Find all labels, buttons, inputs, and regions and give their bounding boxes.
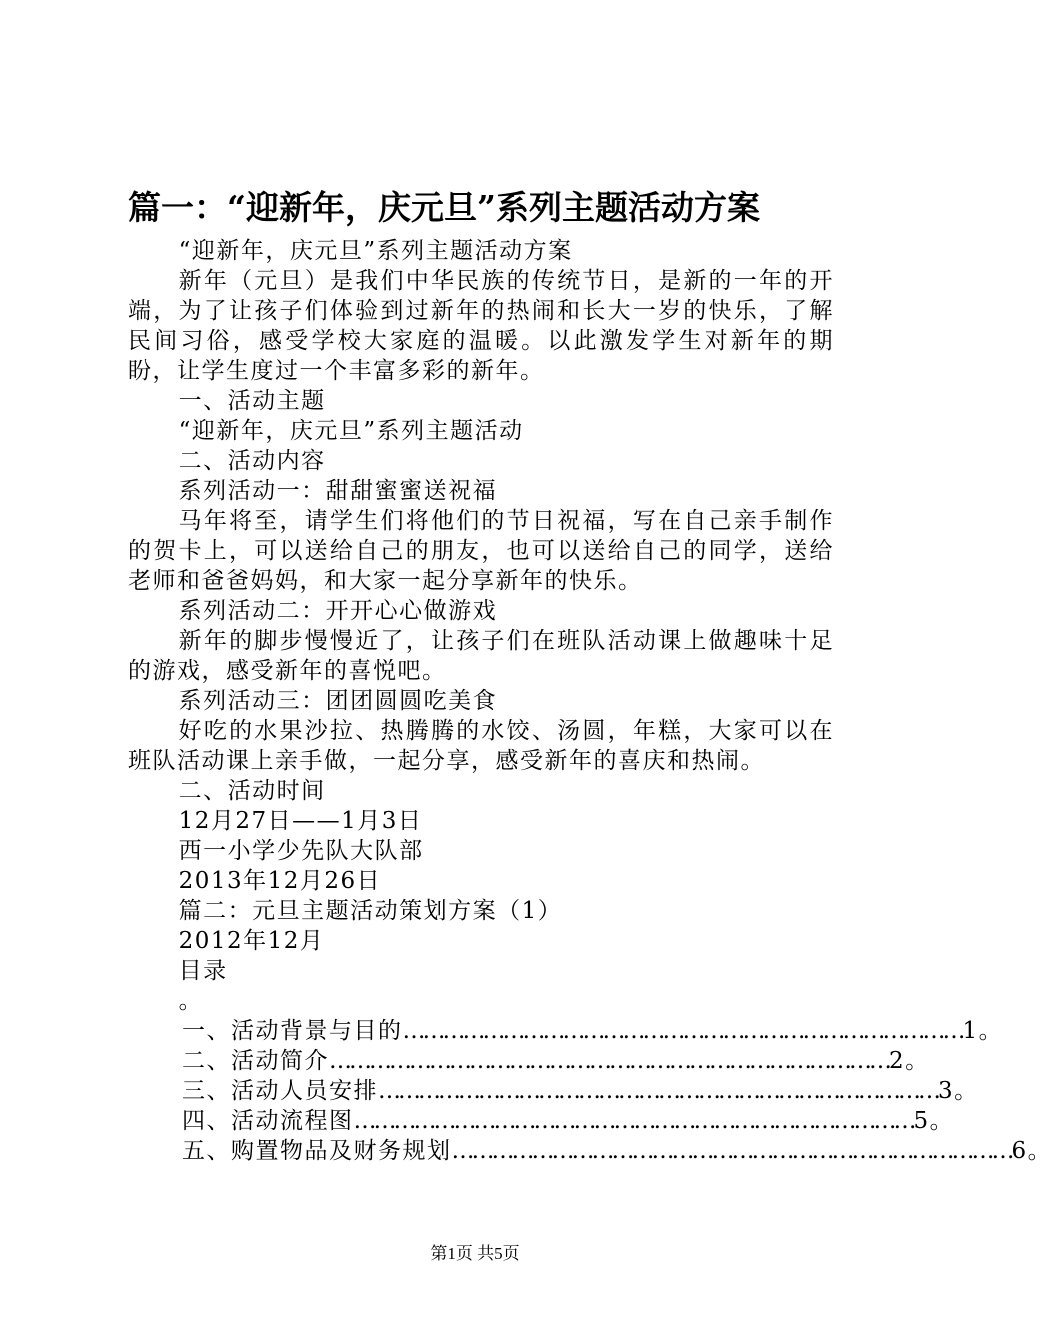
document-date: 2012年12月 xyxy=(178,928,325,954)
toc-heading: 目录 xyxy=(178,958,228,984)
paragraph: 马年将至，请学生们将他们的节日祝福，写在自己亲手制作的贺卡上，可以送给自己的朋友，也可以送给自己的同学，送给老师和爸爸妈妈，和大家一起分享新年的快乐。 xyxy=(128,508,834,594)
toc-entry-page: 1。 xyxy=(962,1018,1004,1044)
toc-leader: ………………………………………………………………………… xyxy=(329,1048,889,1074)
table-of-contents xyxy=(128,1016,1052,1166)
toc-leader: ………………………………………………………………………… xyxy=(378,1078,938,1104)
toc-entry-label: 三、活动人员安排 xyxy=(182,1078,378,1104)
toc-entry xyxy=(182,1046,930,1076)
toc-leader: ………………………………………………………………………… xyxy=(353,1108,914,1134)
section-heading: 二、活动时间 xyxy=(178,778,326,804)
toc-leader: ………………………………………………………………………… xyxy=(402,1018,963,1044)
document-date: 2013年12月26日 xyxy=(178,868,382,894)
toc-entry-label: 一、活动背景与目的 xyxy=(182,1018,403,1044)
paragraph: 好吃的水果沙拉、热腾腾的水饺、汤圆，年糕，大家可以在班队活动课上亲手做，一起分享，感受新年的喜庆和热闹。 xyxy=(128,718,834,774)
toc-entry-label: 二、活动简介 xyxy=(182,1048,329,1074)
paragraph: “迎新年，庆元旦”系列主题活动方案 xyxy=(178,238,573,264)
toc-leader: ………………………………………………………………………… xyxy=(451,1138,1012,1164)
document-body xyxy=(128,236,1052,1166)
date-range: 12月27日——1月3日 xyxy=(178,808,423,834)
paragraph: 。 xyxy=(178,988,204,1014)
section-heading: 一、活动主题 xyxy=(178,388,326,414)
toc-entry-label: 五、购置物品及财务规划 xyxy=(182,1138,452,1164)
part-heading: 篇二：元旦主题活动策划方案（1） xyxy=(178,898,563,924)
toc-entry-label: 四、活动流程图 xyxy=(182,1108,354,1134)
toc-entry-page: 6。 xyxy=(1011,1138,1052,1164)
section-heading: 二、活动内容 xyxy=(178,448,326,474)
subsection-heading: 系列活动三：团团圆圆吃美食 xyxy=(178,688,498,714)
paragraph: 新年（元旦）是我们中华民族的传统节日，是新的一年的开端，为了让孩子们体验到过新年的热闹和长大一岁的快乐，了解民间习俗，感受学校大家庭的温暖。以此激发学生对新年的期盼，让学生度过一个丰富多彩的新年。 xyxy=(128,268,834,384)
toc-entry xyxy=(182,1076,979,1106)
toc-entry xyxy=(182,1136,1052,1166)
organization-name: 西一小学少先队大队部 xyxy=(178,838,424,864)
toc-entry-page: 5。 xyxy=(913,1108,955,1134)
paragraph: “迎新年，庆元旦”系列主题活动 xyxy=(178,418,524,444)
paragraph: 新年的脚步慢慢近了，让孩子们在班队活动课上做趣味十足的游戏，感受新年的喜悦吧。 xyxy=(128,628,834,684)
subsection-heading: 系列活动二：开开心心做游戏 xyxy=(178,598,498,624)
toc-entry xyxy=(182,1016,1004,1046)
toc-entry xyxy=(182,1106,955,1136)
toc-entry-page: 3。 xyxy=(938,1078,979,1104)
page-footer: 第1页 共5页 xyxy=(430,1244,520,1263)
document-title: 篇一：“迎新年，庆元旦”系列主题活动方案 xyxy=(128,188,760,227)
subsection-heading: 系列活动一：甜甜蜜蜜送祝福 xyxy=(178,478,498,504)
toc-entry-page: 2。 xyxy=(889,1048,930,1074)
